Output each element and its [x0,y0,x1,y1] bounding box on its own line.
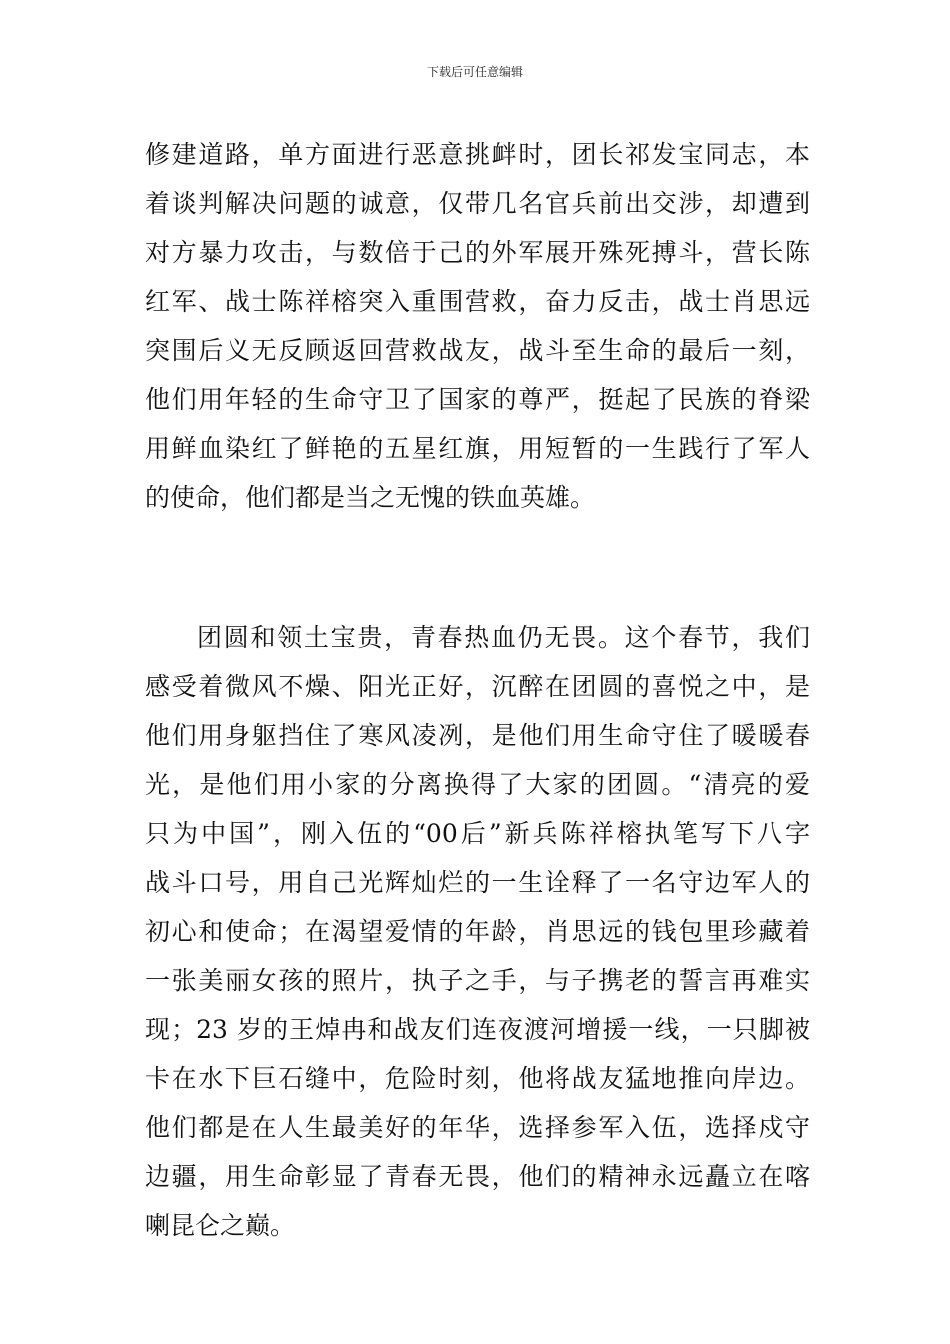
text-line: 他们用身躯挡住了寒风凌冽，是他们用生命守住了暖暖春 [145,721,810,750]
text-line: 团圆和领土宝贵，青春热血仍无畏。这个春节，我们 [197,623,810,652]
text-line: 只为中国”，刚入伍的“00后”新兵陈祥榕执笔写下八字 [145,819,810,848]
text-line: 卡在水下巨石缝中，危险时刻，他将战友猛地推向岸边。 [145,1064,810,1093]
text-line: 他们用年轻的生命守卫了国家的尊严，挺起了民族的脊梁 [145,385,810,414]
paragraph-2 [145,613,810,1250]
document-body [145,130,810,1250]
text-line: 光，是他们用小家的分离换得了大家的团圆。“清亮的爱 [145,770,810,799]
text-line: 感受着微风不燥、阳光正好，沉醉在团圆的喜悦之中，是 [145,672,810,701]
paragraph-spacer [145,522,810,613]
text-line: 战斗口号，用自己光辉灿烂的一生诠释了一名守边军人的 [145,868,810,897]
text-line: 突围后义无反顾返回营救战友，战斗至生命的最后一刻， [145,336,810,365]
paragraph-1 [145,130,810,522]
text-line: 现；23 岁的王焯冉和战友们连夜渡河增援一线，一只脚被 [145,1015,810,1044]
text-line: 一张美丽女孩的照片，执子之手，与子携老的誓言再难实 [145,966,810,995]
text-line: 喇昆仑之巅。 [145,1211,296,1240]
text-line: 初心和使命；在渴望爱情的年龄，肖思远的钱包里珍藏着 [145,917,810,946]
text-line: 对方暴力攻击，与数倍于己的外军展开殊死搏斗，营长陈 [145,238,810,267]
text-line: 修建道路，单方面进行恶意挑衅时，团长祁发宝同志，本 [145,140,810,169]
text-line: 着谈判解决问题的诚意，仅带几名官兵前出交涉，却遭到 [145,189,810,218]
text-line: 用鲜血染红了鲜艳的五星红旗，用短暂的一生践行了军人 [145,434,810,463]
text-line: 他们都是在人生最美好的年华，选择参军入伍，选择戍守 [145,1113,810,1142]
text-line: 的使命，他们都是当之无愧的铁血英雄。 [145,483,596,512]
text-line: 红军、战士陈祥榕突入重围营救，奋力反击，战士肖思远 [145,287,810,316]
page-header: 下载后可任意编辑 [426,65,523,79]
text-line: 边疆，用生命彰显了青春无畏，他们的精神永远矗立在喀 [145,1162,810,1191]
